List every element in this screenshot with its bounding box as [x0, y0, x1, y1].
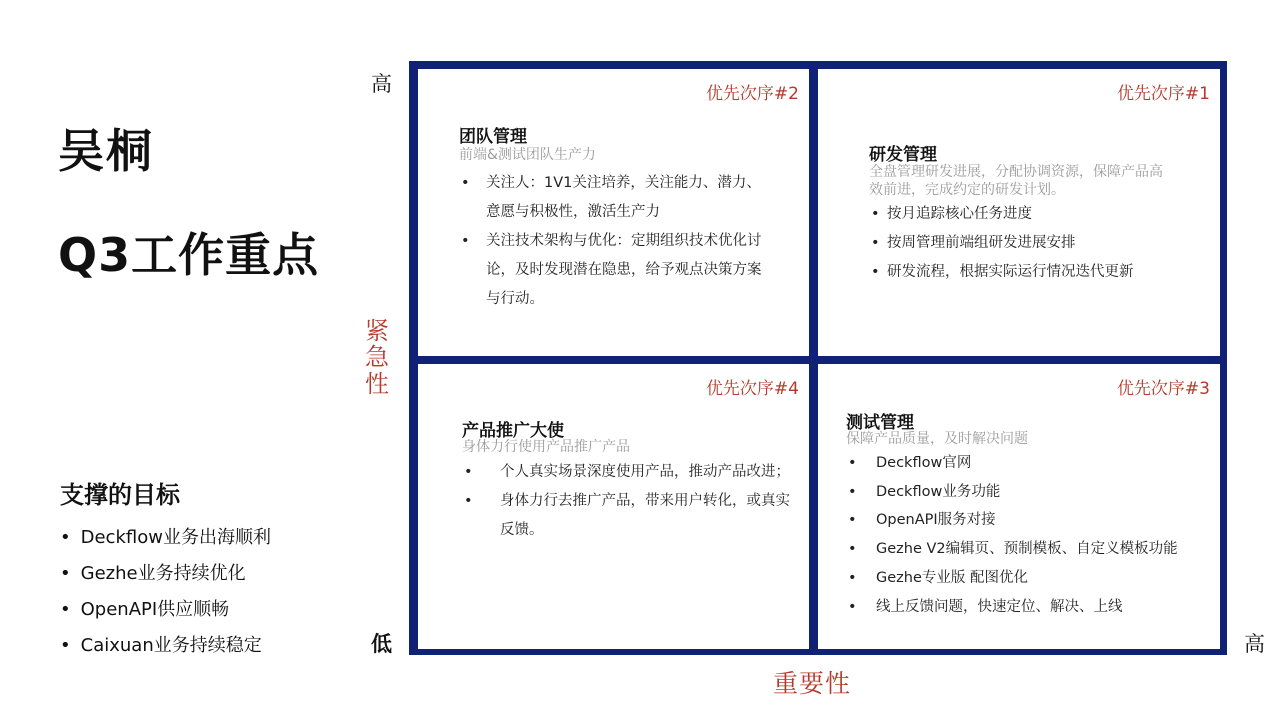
quadrant-product-ambassador: [418, 364, 809, 649]
quadrant-rd-management: [818, 69, 1220, 356]
quadrant-list: [846, 449, 1216, 621]
list-item: • Gezhe V2编辑页、预制模板、自定义模板功能: [846, 535, 1216, 564]
quadrant-list: [869, 200, 1209, 287]
quadrant-list: [459, 169, 774, 314]
quadrant-title: 团队管理: [459, 127, 527, 147]
list-item: • Gezhe专业版 配图优化: [846, 564, 1216, 593]
list-item: • 关注技术架构与优化：定期组织技术优化讨论，及时发现潜在隐患，给予观点决策方案与行动。: [459, 227, 774, 314]
quadrant-test-management: [818, 364, 1220, 649]
quadrant-title: 产品推广大使: [462, 421, 564, 441]
list-item: • 按月追踪核心任务进度: [869, 200, 1209, 229]
goals-heading: 支撑的目标: [60, 481, 180, 509]
goals-list: [60, 520, 271, 664]
list-item: • 按周管理前端组研发进展安排: [869, 229, 1209, 258]
list-item: • Deckflow官网: [846, 449, 1216, 478]
urgency-axis-char: 性: [365, 369, 389, 398]
goal-item: • Gezhe业务持续优化: [60, 556, 271, 592]
urgency-axis-label: [359, 318, 395, 397]
axis-low-label: 低: [371, 632, 392, 656]
urgency-axis-char: 急: [365, 343, 389, 372]
urgency-axis-char: 紧: [365, 317, 389, 345]
quadrant-description: 保障产品质量，及时解决问题: [846, 431, 1028, 447]
quadrant-title: 研发管理: [869, 145, 937, 165]
quadrant-description: 全盘管理研发进展，分配协调资源，保障产品高效前进，完成约定的研发计划。: [869, 164, 1163, 198]
importance-axis-label: 重要性: [773, 669, 852, 698]
slide-title: Q3工作重点: [58, 228, 320, 282]
quadrant-team-management: [418, 69, 809, 356]
list-item: • OpenAPI服务对接: [846, 506, 1216, 535]
quadrant-description: 身体力行使用产品推广产品: [462, 439, 630, 455]
importance-high-label: 高: [1244, 632, 1265, 656]
list-item: • 关注人：1V1关注培养，关注能力、潜力、意愿与积极性，激活生产力: [459, 169, 774, 227]
list-item: • 研发流程，根据实际运行情况迭代更新: [869, 258, 1209, 287]
goal-item: • Caixuan业务持续稳定: [60, 628, 271, 664]
list-item: • Deckflow业务功能: [846, 478, 1216, 507]
quadrant-description: 前端&测试团队生产力: [459, 147, 596, 163]
priority-label: 优先次序#3: [1116, 379, 1210, 399]
quadrant-list: [462, 458, 802, 545]
goal-item: • OpenAPI供应顺畅: [60, 592, 271, 628]
priority-label: 优先次序#2: [705, 84, 799, 104]
owner-name: 吴桐: [58, 124, 154, 178]
priority-matrix: [409, 61, 1227, 655]
list-item: • 身体力行去推广产品，带来用户转化，或真实反馈。: [462, 487, 802, 545]
quadrant-title: 测试管理: [846, 413, 914, 433]
list-item: • 个人真实场景深度使用产品，推动产品改进；: [462, 458, 802, 487]
priority-label: 优先次序#4: [705, 379, 799, 399]
priority-label: 优先次序#1: [1116, 84, 1210, 104]
goal-item: • Deckflow业务出海顺利: [60, 520, 271, 556]
list-item: • 线上反馈问题，快速定位、解决、上线: [846, 593, 1216, 622]
urgency-high-label: 高: [371, 72, 392, 96]
